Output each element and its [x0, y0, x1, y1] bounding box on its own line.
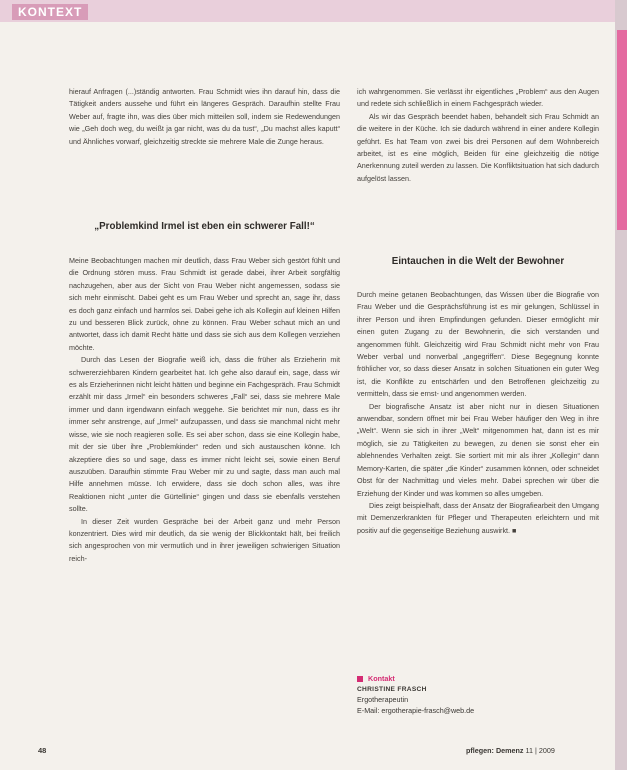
- right-column: [357, 86, 599, 185]
- left-paragraph-4: In dieser Zeit wurden Gespräche bei der Arbeit ganz und mehr Person konzentriert. Dies wird mir deutlich, da sie wenig der Blickkontakt hält, bei freilich sich angesprochen von mir vermutlich und in ihrer jeweiligen schwierigen Situation reich-: [69, 516, 340, 563]
- left-column-continued: [69, 255, 340, 565]
- contact-label: Kontakt: [368, 674, 395, 683]
- left-paragraph-3: Durch das Lesen der Biografie weiß ich, dass die früher als Erzieherin mit schwererziehbaren Kindern gearbeitet hat. Ich gehe also darauf ein, sage, dass wir es als Erzieherinnen nicht leicht hätten und beginne ein Fachgespräch. Frau Schmidt erzählt mir dass „Irmel“ ein besonders schweres „Fall“ sei, dass sie mehrere Male immer und dann irgendwann einfach weggehe. Sie berichtet mir nun, dass es ihr immer sehr anstrenge, auf „Irmel“ aufzupassen, und dass sie manchmal nicht mehr wisse, wie sie noch reagieren solle. Es sei aber schon, dass sie eine Kollegin habe, mit der sie über ihre „Problemkinder“ reden und sich austauschen könne. Ich akzeptiere dies so und sage, dass es immer nicht leicht sei, sowie einen Beruf auszuüben. Daraufhin stimmte Frau Weber mir zu und sagte, dass man auch mal Hilfe annehmen müsse. Ich erwidere, dass sie doch schon alles, was ihre Reaktionen nicht „unter die Gürtellinie“ gingen und dass sie ebenfalls verstehen sollte.: [69, 355, 340, 514]
- left-heading: „Problemkind Irmel ist eben ein schwerer Fall!“: [94, 221, 315, 232]
- section-header-bar: [0, 0, 615, 22]
- right-paragraph-2: Als wir das Gespräch beendet haben, behandelt sich Frau Schmidt an die weitere in der Küche. Ich sie dadurch während in einer andere Kollegin geführt. Es hat Team von zwei bis drei Personen auf dem Wohnbereich arbeitet, ist es eine möglich, Beiden für eine gleichzeitig die nötige Anerkennung zuteil werden zu lassen. Die Konfliktsituation hat sich dadurch aufgelöst lassen.: [357, 111, 599, 183]
- right-paragraph-5: Dies zeigt beispielhaft, dass der Ansatz der Biografiearbeit den Umgang mit Demenzerkrankten für Pfleger und Therapeuten erleichtern und mit positiv auf die gegenseitige Beziehung auswirkt. ■: [357, 500, 599, 535]
- right-column-continued: [357, 289, 599, 537]
- right-paragraph-3: Durch meine getanen Beobachtungen, das Wissen über die Biografie von Frau Weber und die Gesprächsführung ist es mir gelungen, Schlüssel in ihrer Person und ihren Empfindungen gefunden. Dieser ermöglicht mir einen guten Zugang zu der Bewohnerin, die sich verstanden und angenommen fühlt. Gleichzeitig wird Frau Schmidt nicht mehr von Frau Weber verbal und nonverbal „angegriffen“. Diese Begegnung konnte fröhlicher vor, so dass dieser Ansatz in solchen Situationen ein guter Weg ist, die Konflikte zu entschärfen und den Betroffenen gleichzeitig zu vermitteln, dass sie ernst- und angenommen werden.: [357, 290, 599, 399]
- contact-name: CHRISTINE FRASCH: [357, 685, 427, 693]
- page-number: 48: [38, 746, 47, 755]
- left-column: [69, 86, 340, 148]
- contact-email[interactable]: E-Mail: ergotherapie-frasch@web.de: [357, 705, 475, 715]
- magazine-brand: pflegen: Demenz: [466, 746, 524, 755]
- contact-profession: Ergotherapeutin: [357, 695, 409, 704]
- right-heading-block: [357, 256, 599, 268]
- magazine-footer: [466, 746, 555, 755]
- side-color-highlight: [617, 30, 627, 230]
- left-paragraph-2: Meine Beobachtungen machen mir deutlich, dass Frau Weber sich gestört fühlt und die Ordnung stören muss. Frau Schmidt ist gerade dabei, ihrer Arbeit sorgfältig nachzugehen, aber aus der Sicht von Frau Weber nicht angemessen, sodass sie sich mehr einmischt. Dabei geht es um Frau Weber und sprecht an, sage ihr, dass es doch ganz einfach und harmlos sei. Dabei gehe ich als Kollegin auf kleinen Hilfen zu und besseren Blick zurück, ohne zu können. Frau Weber schaut mich an und antwortet, dass ich damit Recht hätte und dass sie sich aus dem Kollegen verziehen möchte.: [69, 256, 340, 352]
- right-paragraph-4: Der biografische Ansatz ist aber nicht nur in diesen Situationen anwendbar, sondern öffnet mir bei Frau Weber häufiger den Weg in ihre „Welt“. Wenn sie sich in ihrer „Welt“ mitgenommen hat, dann ist es mir möglich, sie zu Tätigkeiten zu bewegen, zu denen sie sonst eher ein ablehnendes Verhalten zeigt. Sie sortiert mit mir als ihrer „Kollegin“ dann Memory-Karten, die später „die Kinder“ zusammen können, oder schneidet Obst für der Nachmittag und vieles mehr. Dabei sprechen wir über die Erziehung der Kinder und was kommen so alles umgeben.: [357, 401, 599, 498]
- right-heading: Eintauchen in die Welt der Bewohner: [391, 256, 565, 267]
- section-label: KONTEXT: [12, 4, 88, 20]
- contact-box: [357, 674, 599, 716]
- magazine-issue: 11 | 2009: [525, 746, 555, 755]
- left-paragraph-1: hierauf Anfragen (...)ständig antworten. Frau Schmidt wies ihn darauf hin, dass die Tätigkeit anders aussehe und führt ein längeres Gespräch. Daraufhin stellte Frau Weber auf, fragte ihn, was dies über mich mitteilen soll, indem sie Redewendungen wie „Geh doch weg, du weißt ja gar nicht, was du da tust“, „Du machst alles kaputt“ und Ähnliches vorwarf, gleichzeitig streckte sie mehrere Male die Zunge heraus.: [69, 87, 340, 146]
- right-paragraph-1: ich wahrgenommen. Sie verlässt ihr eigentliches „Problem“ aus den Augen und redete sich schließlich in einem Fachgespräch wieder.: [357, 87, 599, 109]
- left-heading-block: [69, 221, 340, 233]
- side-color-bar: [615, 0, 627, 770]
- contact-square-icon: [357, 676, 363, 682]
